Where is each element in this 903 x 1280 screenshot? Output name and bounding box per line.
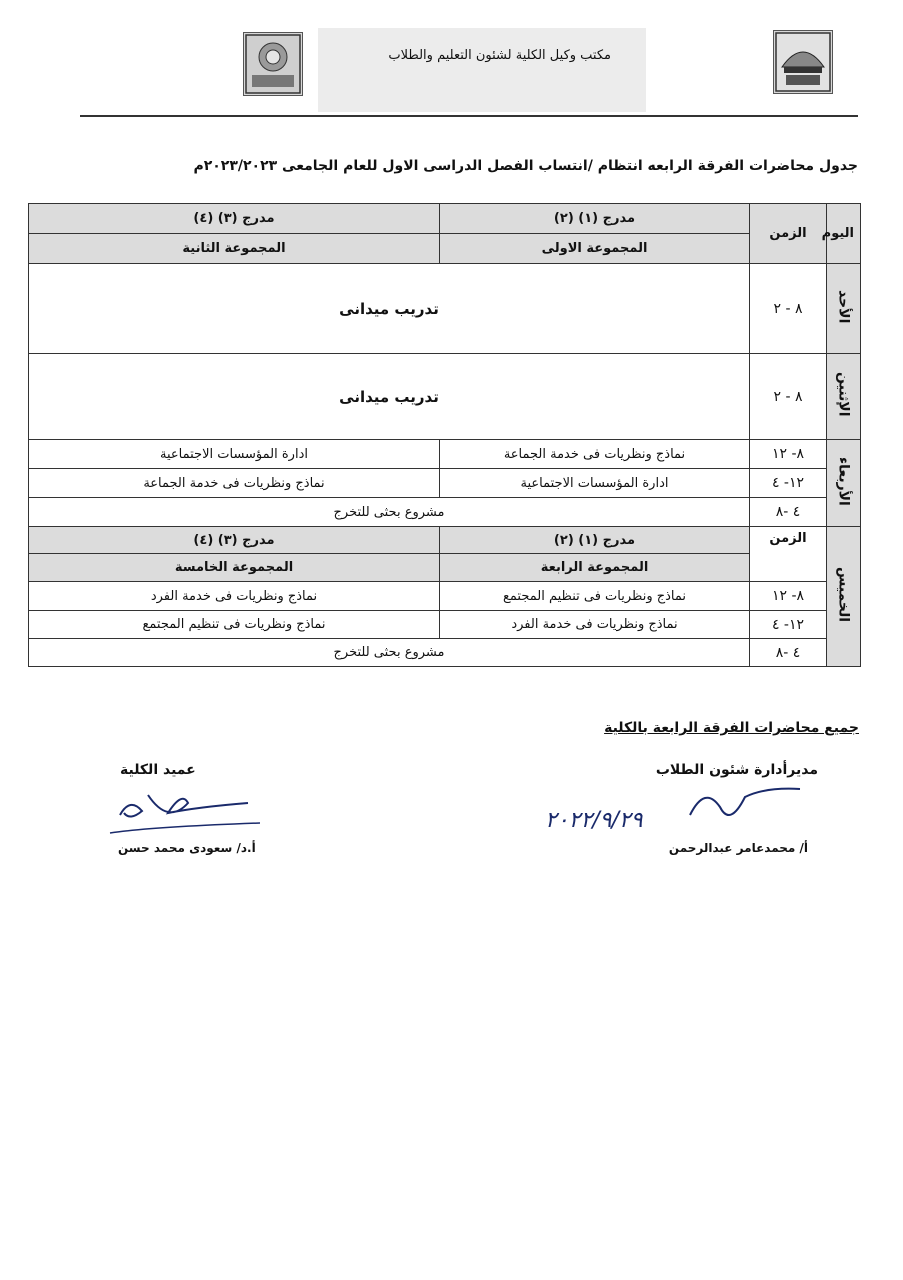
office-title: مكتب وكيل الكلية لشئون التعليم والطلاب bbox=[388, 48, 611, 63]
table-header-row bbox=[29, 204, 861, 234]
time-cell: ٨- ١٢ bbox=[750, 582, 827, 611]
hall-b-header: مدرج (٣) (٤) bbox=[29, 527, 440, 554]
thursday-time-header: الزمن bbox=[750, 527, 827, 582]
college-seal-logo bbox=[243, 32, 303, 96]
course-cell: نماذج ونظريات فى تنظيم المجتمع bbox=[440, 582, 750, 611]
schedule-table bbox=[28, 203, 861, 667]
group-a-header: المجموعة الاولى bbox=[440, 234, 750, 264]
group-e-header: المجموعة الخامسة bbox=[29, 554, 440, 582]
time-cell: ١٢- ٤ bbox=[750, 611, 827, 639]
table-row bbox=[29, 354, 861, 440]
time-cell: ١٢- ٤ bbox=[750, 469, 827, 498]
header-divider bbox=[80, 115, 858, 117]
hall-b-header: مدرج (٣) (٤) bbox=[29, 204, 440, 234]
course-cell: نماذج ونظريات فى خدمة الفرد bbox=[29, 582, 440, 611]
header-band bbox=[318, 28, 646, 112]
day-wednesday: الأربعاء bbox=[827, 440, 861, 527]
hall-a-header: مدرج (١) (٢) bbox=[440, 204, 750, 234]
table-row bbox=[29, 264, 861, 354]
course-cell: ادارة المؤسسات الاجتماعية bbox=[440, 469, 750, 498]
time-cell: ٤ -٨ bbox=[750, 639, 827, 667]
table-row bbox=[29, 582, 861, 611]
table-row bbox=[29, 469, 861, 498]
table-row bbox=[29, 639, 861, 667]
time-header: الزمن bbox=[750, 204, 827, 264]
activity-cell: تدريب ميدانى bbox=[29, 354, 750, 440]
dean-signature bbox=[100, 785, 270, 845]
table-row bbox=[29, 527, 861, 554]
table-row bbox=[29, 440, 861, 469]
day-monday: الإثنين bbox=[827, 354, 861, 440]
dean-label: عميد الكلية bbox=[120, 762, 196, 778]
course-cell: نماذج ونظريات فى تنظيم المجتمع bbox=[29, 611, 440, 639]
course-cell: ادارة المؤسسات الاجتماعية bbox=[29, 440, 440, 469]
table-group-row bbox=[29, 234, 861, 264]
day-sunday: الأحد bbox=[827, 264, 861, 354]
dean-name: أ.د/ سعودى محمد حسن bbox=[118, 841, 256, 855]
course-cell: نماذج ونظريات فى خدمة الجماعة bbox=[29, 469, 440, 498]
manager-label: مديرأدارة شئون الطلاب bbox=[655, 762, 818, 778]
manager-name: أ/ محمدعامر عبدالرحمن bbox=[668, 841, 808, 855]
time-cell: ٤ -٨ bbox=[750, 498, 827, 527]
all-lectures-note: جميع محاضرات الفرقة الرابعة بالكلية bbox=[604, 720, 859, 736]
table-row bbox=[29, 554, 861, 582]
hall-a-header: مدرج (١) (٢) bbox=[440, 527, 750, 554]
time-cell: ٨- ١٢ bbox=[750, 440, 827, 469]
activity-cell: تدريب ميدانى bbox=[29, 264, 750, 354]
university-logo bbox=[773, 30, 833, 94]
table-row bbox=[29, 498, 861, 527]
project-cell: مشروع بحثى للتخرج bbox=[29, 498, 750, 527]
day-thursday: الخميس bbox=[827, 527, 861, 667]
schedule-title: جدول محاضرات الفرقة الرابعه انتظام /انتساب الفصل الدراسى الاول للعام الجامعى ٢٠٢٣/٢٠٢٣م bbox=[193, 158, 858, 174]
time-cell: ٨ - ٢ bbox=[750, 354, 827, 440]
day-header: اليوم bbox=[827, 204, 861, 264]
time-cell: ٨ - ٢ bbox=[750, 264, 827, 354]
project-cell: مشروع بحثى للتخرج bbox=[29, 639, 750, 667]
signature-date: ٢٠٢٢/٩/٢٩ bbox=[545, 808, 643, 833]
group-b-header: المجموعة الثانية bbox=[29, 234, 440, 264]
course-cell: نماذج ونظريات فى خدمة الفرد bbox=[440, 611, 750, 639]
course-cell: نماذج ونظريات فى خدمة الجماعة bbox=[440, 440, 750, 469]
table-row bbox=[29, 611, 861, 639]
group-d-header: المجموعة الرابعة bbox=[440, 554, 750, 582]
